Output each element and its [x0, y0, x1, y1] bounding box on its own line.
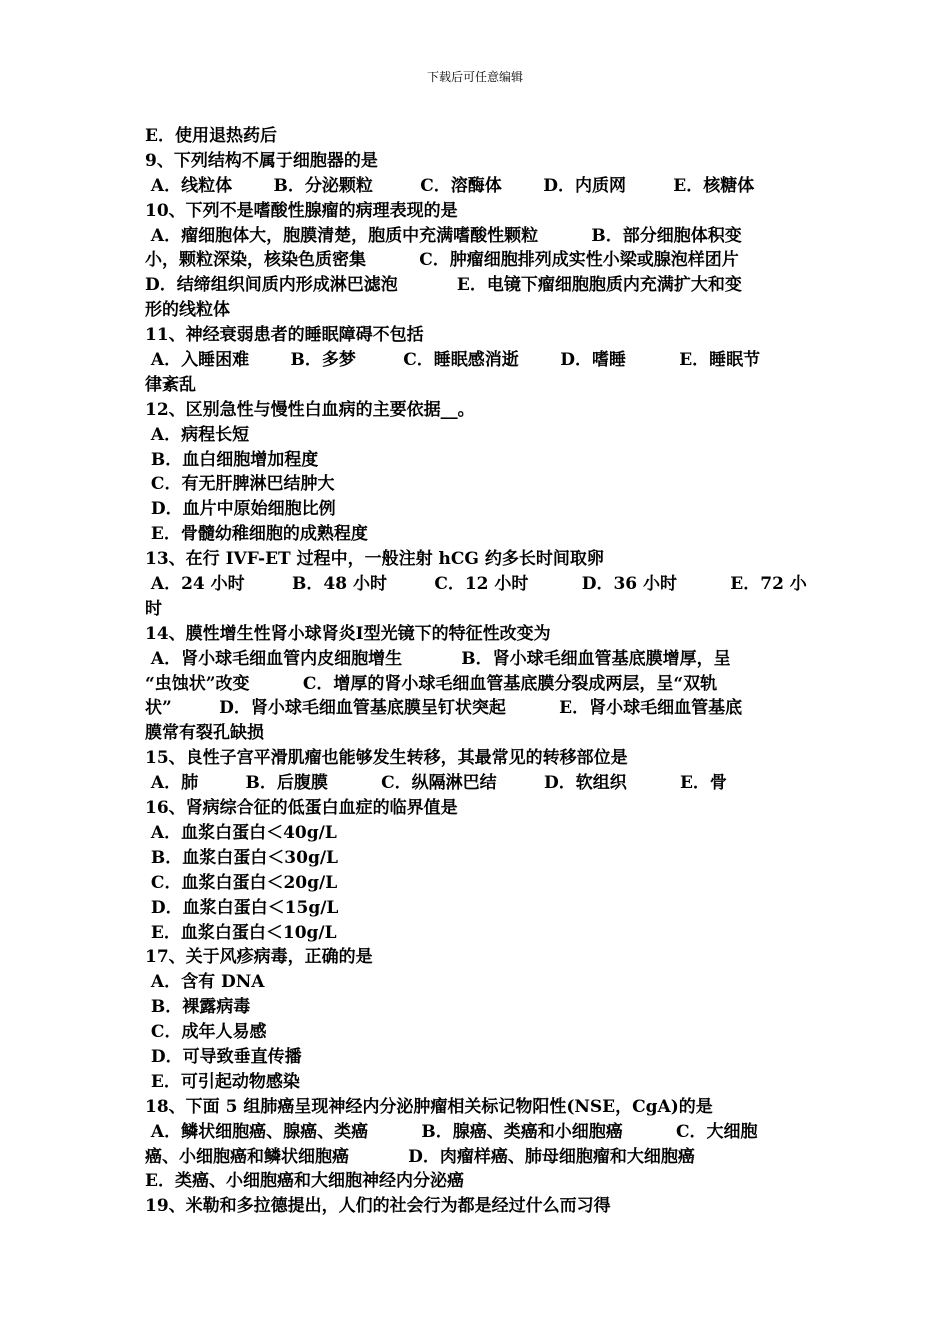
page-header: 下载后可任意编辑	[426, 70, 523, 84]
option-line: E．骨髓幼稚细胞的成熟程度	[145, 524, 368, 545]
question-stem: 14、膜性增生性肾小球肾炎Ⅰ型光镜下的特征性改变为	[145, 623, 551, 644]
option-line: 时	[145, 598, 162, 619]
option-line: C．血浆白蛋白＜20g/L	[145, 872, 338, 893]
question-stem: 11、神经衰弱患者的睡眠障碍不包括	[145, 325, 424, 346]
option-line: A．肾小球毛细血管内皮细胞增生 B．肾小球毛细血管基底膜增厚，呈	[145, 648, 731, 669]
option-line: B．血浆白蛋白＜30g/L	[145, 847, 338, 868]
option-line: D．血片中原始细胞比例	[145, 499, 336, 520]
question-stem: 10、下列不是嗜酸性腺瘤的病理表现的是	[145, 200, 458, 221]
option-line: “虫蚀状”改变 C．增厚的肾小球毛细血管基底膜分裂成两层，呈“双轨	[145, 673, 718, 694]
option-line: B．血白细胞增加程度	[145, 449, 319, 470]
option-line: 律紊乱	[145, 374, 196, 395]
option-line: C．成年人易感	[145, 1022, 267, 1043]
option-line: B．裸露病毒	[145, 997, 251, 1018]
question-stem: 12、区别急性与慢性白血病的主要依据__。	[145, 399, 475, 420]
text-line: E．使用退热药后	[145, 126, 277, 146]
question-stem: 19、米勒和多拉德提出，人们的社会行为都是经过什么而习得	[145, 1196, 611, 1217]
option-line: D．血浆白蛋白＜15g/L	[145, 897, 339, 918]
option-line: A．入睡困难 B．多梦 C．睡眠感消逝 D．嗜睡 E．睡眠节	[145, 350, 761, 371]
question-stem: 9、下列结构不属于细胞器的是	[145, 150, 378, 171]
option-line: A．鳞状细胞癌、腺癌、类癌 B．腺癌、类癌和小细胞癌 C．大细胞	[145, 1121, 758, 1142]
option-line: D．结缔组织间质内形成淋巴滤泡 E．电镜下瘤细胞胞质内充满扩大和变	[145, 275, 742, 296]
option-line: A．瘤细胞体大，胞膜清楚，胞质中充满嗜酸性颗粒 B．部分细胞体积变	[145, 225, 742, 246]
document-body	[145, 124, 807, 1219]
option-line: 形的线粒体	[145, 300, 230, 321]
option-line: 状” D．肾小球毛细血管基底膜呈钉状突起 E．肾小球毛细血管基底	[145, 698, 743, 719]
option-line: A．24 小时 B．48 小时 C．12 小时 D．36 小时 E．72 小	[145, 574, 807, 595]
question-stem: 13、在行 IVF-ET 过程中，一般注射 hCG 约多长时间取卵	[145, 549, 604, 570]
option-line: E．血浆白蛋白＜10g/L	[145, 922, 337, 943]
question-stem: 17、关于风疹病毒，正确的是	[145, 947, 373, 968]
option-line: A．病程长短	[145, 424, 250, 445]
option-line: 小，颗粒深染，核染色质密集 C．肿瘤细胞排列成实性小梁或腺泡样团片	[145, 250, 739, 271]
option-line: 癌、小细胞癌和鳞状细胞癌 D．肉瘤样癌、肺母细胞瘤和大细胞癌	[145, 1146, 695, 1167]
option-line: E．类癌、小细胞癌和大细胞神经内分泌癌	[145, 1171, 464, 1192]
question-stem: 16、肾病综合征的低蛋白血症的临界值是	[145, 798, 458, 819]
option-line: A．肺 B．后腹膜 C．纵隔淋巴结 D．软组织 E．骨	[145, 773, 727, 794]
question-stem: 15、良性子宫平滑肌瘤也能够发生转移，其最常见的转移部位是	[145, 748, 628, 769]
question-stem: 18、下面 5 组肺癌呈现神经内分泌肿瘤相关标记物阳性(NSE，CgA)的是	[145, 1096, 713, 1117]
option-line: A．含有 DNA	[145, 972, 265, 993]
option-line: C．有无肝脾淋巴结肿大	[145, 474, 335, 495]
option-line: A．血浆白蛋白＜40g/L	[145, 822, 337, 843]
option-line: E．可引起动物感染	[145, 1071, 300, 1092]
option-line: D．可导致垂直传播	[145, 1046, 302, 1067]
option-line: A．线粒体 B．分泌颗粒 C．溶酶体 D．内质网 E．核糖体	[145, 175, 755, 196]
option-line: 膜常有裂孔缺损	[145, 723, 264, 744]
